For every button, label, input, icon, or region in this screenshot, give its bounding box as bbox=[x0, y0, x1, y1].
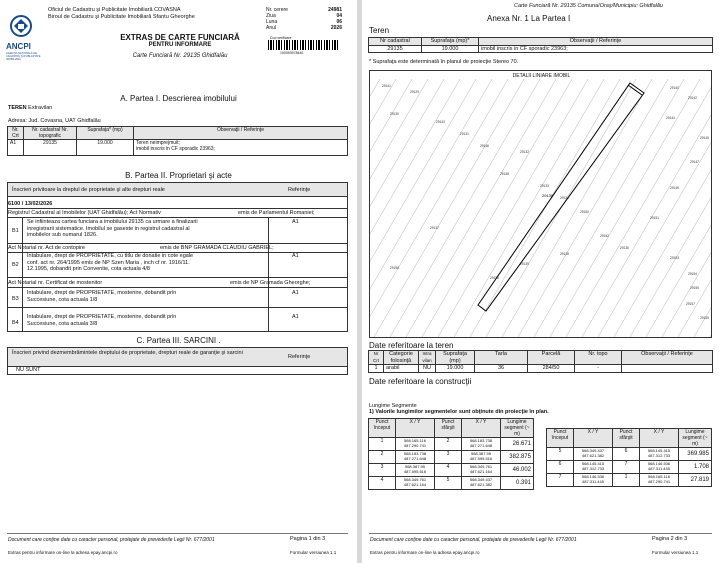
seg-point: 3 bbox=[369, 464, 396, 477]
map-label: 29136 bbox=[620, 246, 629, 250]
seg-length: 1.708 bbox=[679, 461, 712, 474]
seg-length: 46.002 bbox=[501, 464, 534, 477]
cell-nr-crt: A1 bbox=[8, 140, 24, 156]
parcel-line bbox=[438, 79, 588, 337]
parcel-line bbox=[646, 79, 711, 337]
meta-label: Nr. cerere bbox=[266, 7, 288, 13]
seg-header: Punct început bbox=[547, 429, 574, 448]
imobil-table bbox=[7, 126, 348, 156]
seg-length: 27.819 bbox=[679, 474, 712, 487]
cell-nr-cadastral: 29135 bbox=[24, 140, 77, 156]
parcel-line bbox=[710, 79, 711, 337]
col-nr-crt: Nr. Crt bbox=[8, 127, 24, 140]
sarcini-value: NU SUNT bbox=[16, 367, 41, 373]
map-label: 29159 bbox=[700, 316, 709, 320]
meta-value: 06 bbox=[336, 19, 342, 25]
map-label: 29140 bbox=[670, 86, 679, 90]
seg-length: 26.671 bbox=[501, 438, 534, 451]
parcel-line bbox=[374, 79, 524, 337]
seg-point: 4 bbox=[435, 464, 462, 477]
entry-1-act: Registrul Cadastral al Imobilelor (UAT Ghidfalău); Act Normativ bbox=[8, 210, 161, 216]
b3-ref: A1 bbox=[292, 290, 299, 296]
cell-suprafata-2: 19.000 bbox=[422, 45, 479, 53]
col-tr-topo: Nr. topo bbox=[575, 351, 622, 365]
seg-xy: 568.145.415 487.312.733 bbox=[574, 461, 613, 474]
col-tr-intravilan: Intra vilan bbox=[419, 351, 436, 365]
seg-length: 382.875 bbox=[501, 451, 534, 464]
entry-3-act: Act Notarial nr. Certificat de mostenitor bbox=[8, 280, 103, 286]
seg-row bbox=[369, 477, 534, 490]
entry-line: conf. act nr. 264/1995 emis de NP Szen Maria , inch cf nr. 1916/11. bbox=[27, 259, 190, 266]
entry-line: imobilelor sub numarul 1826. bbox=[27, 232, 98, 238]
segments-table-right bbox=[546, 428, 712, 487]
footer-version-2: Formular versiunea 1.1 bbox=[652, 550, 699, 555]
cell-tr-topo: - bbox=[575, 365, 622, 373]
b4-ref: A1 bbox=[292, 314, 299, 320]
partea-3-title: C. Partea III. SARCINI . bbox=[136, 336, 221, 345]
projection-note: * Suprafaţa este determinată în planul de proiecţie Stereo 70. bbox=[369, 59, 519, 65]
col-tr-suprafata: Suprafaţa (mp) bbox=[436, 351, 475, 365]
parcel-line bbox=[370, 79, 476, 337]
map-label: 29142 bbox=[688, 96, 697, 100]
seg-row bbox=[369, 464, 534, 477]
entry-line: Succesiune, cota actuala 1/8 bbox=[27, 296, 98, 303]
map-drawing bbox=[370, 79, 711, 337]
parcel-line bbox=[582, 79, 711, 337]
seg-header: X / Y bbox=[462, 419, 501, 438]
seg-point: 7 bbox=[613, 461, 640, 474]
b4-label: B4 bbox=[12, 320, 19, 326]
col-tr-parcela: Parcelă bbox=[528, 351, 575, 365]
seg-xy: 568.146.536 487.311.445 bbox=[574, 474, 613, 487]
meta-label: Anul bbox=[266, 25, 277, 31]
seg-point: 3 bbox=[435, 451, 462, 464]
map-label: 29151 bbox=[650, 216, 659, 220]
map-label: 29129 bbox=[410, 90, 419, 94]
entry-3-emis: emis de NP Gramada Gheorghe; bbox=[230, 280, 311, 286]
parcel-line bbox=[518, 79, 668, 337]
col-nr-cadastral-2: Nr cadastral bbox=[369, 38, 422, 46]
entry-line: 12.1995, dobandit prin Conventie, cota actuala 4/8 bbox=[27, 266, 150, 272]
ancpi-logo-icon bbox=[6, 14, 36, 44]
col-observatii: Observaţii / Referinţe bbox=[134, 127, 348, 140]
seg-xy: 568.183.738 487.271.648 bbox=[462, 438, 501, 451]
teren-ref-title: Date referitoare la teren bbox=[369, 341, 454, 350]
constructii-title: Date referitoare la construcţii bbox=[369, 377, 472, 386]
seg-xy: 568.146.536 487.311.445 bbox=[640, 461, 679, 474]
seg-xy: 568.165.116 487.290.741 bbox=[640, 474, 679, 487]
footer-version: Formular versiunea 1.1 bbox=[290, 550, 337, 555]
seg-xy: 568.349.437 487.621.382 bbox=[462, 477, 501, 490]
cadastral-map bbox=[369, 70, 712, 338]
meta-value: 24981 bbox=[328, 7, 342, 13]
map-label: 29152 bbox=[600, 234, 609, 238]
map-label: 29155 bbox=[690, 286, 699, 290]
seg-length: 369.985 bbox=[679, 448, 712, 461]
parcel-line bbox=[550, 79, 700, 337]
map-label: 29141 bbox=[382, 84, 391, 88]
seg-xy: 568.165.116 487.290.741 bbox=[396, 438, 435, 451]
map-label: 29150 bbox=[580, 210, 589, 214]
teren-table bbox=[368, 37, 713, 53]
footer-disclaimer: Document care conţine date cu caracter personal, protejate de prevederile Legii Nr. 677/2001 bbox=[8, 537, 215, 543]
parcel-line bbox=[422, 79, 572, 337]
entry-1-emis: emis de Parlamentul Romaniei; bbox=[238, 210, 315, 216]
parcel-line bbox=[678, 79, 711, 337]
parcel-number: 29135 bbox=[542, 193, 554, 198]
map-label: 29131 bbox=[460, 132, 469, 136]
seg-header: Punct sfârşit bbox=[613, 429, 640, 448]
seg-xy: 568.387.95 487.595.516 bbox=[396, 464, 435, 477]
cf-number-2: Carte Funciară Nr. 29135 Comuna/Oraş/Municipiu: Ghidfalău bbox=[514, 3, 663, 9]
footer-page-2: Pagina 2 din 3 bbox=[652, 536, 688, 542]
map-label: 29149 bbox=[670, 186, 679, 190]
seg-point: 2 bbox=[369, 451, 396, 464]
sarcini-header bbox=[7, 347, 348, 367]
map-label: 29144 bbox=[666, 116, 675, 120]
parcel-line bbox=[694, 79, 711, 337]
seg-row bbox=[369, 438, 534, 451]
seg-point: 1 bbox=[613, 474, 640, 487]
meta-label: Ziua bbox=[266, 13, 276, 19]
entry-2-act: Act Notarial nr. Act de contopire bbox=[8, 245, 86, 251]
page-1 bbox=[0, 0, 357, 563]
segments-title: Lungime Segmente bbox=[369, 403, 417, 409]
proprietari-header-right: Referinţe bbox=[288, 187, 311, 193]
col-suprafata-2: Suprafaţa (mp)* bbox=[422, 38, 479, 46]
parcel-line bbox=[566, 79, 711, 337]
cell-tr-suprafata: 19.000 bbox=[436, 365, 475, 373]
b2-label: B2 bbox=[12, 262, 19, 268]
office-line-1: Oficiul de Cadastru şi Publicitate Imobiliară COVASNA bbox=[48, 7, 181, 13]
meta-value: 2026 bbox=[330, 25, 342, 31]
address: Adresa: Jud. Covasna, UAT Ghidfalău bbox=[8, 118, 101, 124]
map-label: 29130 bbox=[390, 112, 399, 116]
document-subtitle: PENTRU INFORMARE bbox=[148, 42, 212, 48]
seg-header: Lungime segment (~ m) bbox=[501, 419, 534, 438]
seg-point: 6 bbox=[547, 461, 574, 474]
parcel-line bbox=[454, 79, 604, 337]
meta-value: 04 bbox=[336, 13, 342, 19]
seg-row bbox=[547, 474, 712, 487]
teren-ref-table bbox=[368, 350, 713, 373]
seg-row bbox=[547, 448, 712, 461]
parcel-line bbox=[370, 79, 492, 337]
entry-1-heading: 6100 / 13/02/2026 bbox=[8, 201, 53, 207]
logo-subtitle: AGENŢIA NAŢIONALĂ DE CADASTRU ŞI PUBLICITATE IMOBILIARĂ bbox=[6, 52, 41, 61]
seg-point: 5 bbox=[547, 448, 574, 461]
map-label: 29156 bbox=[490, 276, 499, 280]
map-title: DETALII LINIARE IMOBIL bbox=[512, 73, 571, 79]
seg-row bbox=[369, 451, 534, 464]
parcel-line bbox=[370, 79, 380, 337]
segments-table-left bbox=[368, 418, 534, 490]
map-label: 29148 bbox=[500, 172, 509, 176]
seg-header: Punct început bbox=[369, 419, 396, 438]
cell-tr-intravilan: NU bbox=[419, 365, 436, 373]
footer-disclaimer-2: Document care conţine date cu caracter personal, protejate de prevederile Legii Nr. 677/2001 bbox=[370, 537, 577, 543]
map-label: 29153 bbox=[670, 256, 679, 260]
col-suprafata: Suprafaţa* (mp) bbox=[77, 127, 134, 140]
cf-number: Carte Funciară Nr. 29135 Ghidfalău bbox=[132, 53, 228, 59]
map-label: 29134 bbox=[560, 196, 569, 200]
cell-tr-observatii bbox=[622, 365, 713, 373]
parcel-line bbox=[502, 79, 652, 337]
seg-point: 7 bbox=[547, 474, 574, 487]
seg-length: 0.391 bbox=[501, 477, 534, 490]
map-label: 29154 bbox=[688, 272, 697, 276]
document-title: EXTRAS DE CARTE FUNCIARĂ bbox=[120, 33, 240, 42]
entry-line: Intabulare, drept de PROPRIETATE, cu titlu de donatie in cote egale bbox=[27, 253, 194, 259]
entry-2-emis: emis de BNP GRAMADA CLAUDIU GABRIEL; bbox=[160, 245, 274, 251]
verification-code: 100093978440 bbox=[280, 51, 304, 55]
col-tr-categorie: Categorie folosinţă bbox=[384, 351, 419, 365]
map-label: 29145 bbox=[700, 136, 709, 140]
proprietari-header-left: Înscrieri privitoare la dreptul de proprietate şi alte drepturi reale bbox=[12, 187, 165, 193]
cell-observatii-2: imobil inscris in CF sporadic 23963; bbox=[479, 45, 713, 53]
parcel-line bbox=[370, 79, 508, 337]
b1-ref: A1 bbox=[292, 219, 299, 225]
map-label: 29133 bbox=[540, 184, 549, 188]
footer-online: Extras pentru informare on-line la adresa epay.ancpi.ro bbox=[8, 550, 118, 555]
b2-ref: A1 bbox=[292, 253, 299, 259]
teren-title: Teren bbox=[369, 26, 390, 35]
map-label: 29157 bbox=[686, 302, 695, 306]
map-label: 29158 bbox=[390, 266, 399, 270]
parcel-line bbox=[370, 79, 460, 337]
seg-point: 1 bbox=[369, 438, 396, 451]
seg-point: 6 bbox=[613, 448, 640, 461]
request-meta bbox=[266, 7, 342, 31]
meta-row bbox=[266, 25, 342, 31]
col-tr-nr: Nr Crt bbox=[369, 351, 384, 365]
seg-header: Punct sfârşit bbox=[435, 419, 462, 438]
b3-label: B3 bbox=[12, 296, 19, 302]
entry-line: Succesiune, cota actuala 3/8 bbox=[27, 320, 98, 327]
parcel-line bbox=[614, 79, 711, 337]
cell-tr-parcela: 284/50 bbox=[528, 365, 575, 373]
map-label: 29143 bbox=[436, 120, 445, 124]
partea-1-title: A. Partea I. Descrierea imobilului bbox=[120, 94, 237, 103]
sarcini-row bbox=[7, 366, 348, 375]
seg-xy: 568.349.761 487.621.164 bbox=[462, 464, 501, 477]
partea-2-title: B. Partea II. Proprietari şi acte bbox=[125, 171, 232, 180]
map-label: 29139 bbox=[520, 262, 529, 266]
col-nr-cadastral: Nr. cadastral Nr. topografic bbox=[24, 127, 77, 140]
seg-point: 2 bbox=[435, 438, 462, 451]
annex-title: Anexa Nr. 1 La Partea I bbox=[487, 14, 571, 23]
seg-header: X / Y bbox=[640, 429, 679, 448]
cell-tr-categorie: arabil bbox=[384, 365, 419, 373]
map-label: 29132 bbox=[520, 150, 529, 154]
cell-observatii: Teren neimprejmuit; imobil inscris in CF sporadic 23963; bbox=[134, 140, 348, 156]
map-label: 29138 bbox=[560, 252, 569, 256]
seg-row bbox=[547, 461, 712, 474]
page-2 bbox=[362, 0, 719, 563]
proprietari-frame bbox=[7, 182, 348, 332]
segments-note: 1) Valorile lungimilor segmentelor sunt obţinute din proiecţie în plan. bbox=[369, 409, 549, 415]
map-label: 29147 bbox=[690, 160, 699, 164]
sarcini-header-right: Referinţe bbox=[288, 354, 311, 360]
map-label: 29146 bbox=[480, 144, 489, 148]
parcel-line bbox=[598, 79, 711, 337]
cell-suprafata: 19.000 bbox=[77, 140, 134, 156]
seg-point: 4 bbox=[369, 477, 396, 490]
seg-xy: 568.183.738 487.271.648 bbox=[396, 451, 435, 464]
seg-xy: 568.387.95 487.595.516 bbox=[462, 451, 501, 464]
parcel-line bbox=[534, 79, 684, 337]
seg-xy: 568.349.761 487.621.164 bbox=[396, 477, 435, 490]
parcel-line bbox=[370, 79, 396, 337]
col-tr-observatii: Observaţii / Referinţe bbox=[622, 351, 713, 365]
footer-online-2: Extras pentru informare on-line la adresa epay.ancpi.ro bbox=[370, 550, 480, 555]
parcel-line bbox=[390, 79, 540, 337]
seg-header: X / Y bbox=[396, 419, 435, 438]
entry-line: Se infiinteaza cartea funciara a imobilului 29135 ca urmare a finalizarii bbox=[27, 219, 198, 225]
cell-tr-nr: 1 bbox=[369, 365, 384, 373]
meta-label: Luna bbox=[266, 19, 278, 25]
cell-nr-cadastral-2: 29135 bbox=[369, 45, 422, 53]
entry-line: inregistrarii sistematice. Imobilul se gaseste in registrul cadastral al bbox=[27, 225, 190, 232]
teren-line: TEREN Extravilan bbox=[8, 105, 53, 111]
parcel-line bbox=[406, 79, 556, 337]
logo-text: ANCPI bbox=[6, 42, 31, 51]
entry-line: Intabulare, drept de PROPRIETATE, mostenire, dobandit prin bbox=[27, 314, 177, 320]
footer-page: Pagina 1 din 3 bbox=[290, 536, 326, 542]
cell-tr-tarla: 36 bbox=[475, 365, 528, 373]
entry-line: Intabulare, drept de PROPRIETATE, mostenire, dobandit prin bbox=[27, 290, 177, 296]
barcode bbox=[268, 40, 340, 50]
seg-header: X / Y bbox=[574, 429, 613, 448]
seg-point: 5 bbox=[435, 477, 462, 490]
seg-xy: 568.145.415 487.312.733 bbox=[640, 448, 679, 461]
map-label: 29137 bbox=[430, 226, 439, 230]
sarcini-header-left: Înscrieri privind dezmembrămintele dreptului de proprietate, drepturi reale de garanţie şi sarcini bbox=[12, 350, 243, 356]
col-observatii-2: Observaţii / Referinţe bbox=[479, 38, 713, 46]
seg-header: Lungime segment (~ m) bbox=[679, 429, 712, 448]
col-tr-tarla: Tarla bbox=[475, 351, 528, 365]
parcel-line bbox=[370, 79, 428, 337]
b1-label: B1 bbox=[12, 228, 19, 234]
seg-xy: 568.349.437 487.621.382 bbox=[574, 448, 613, 461]
verification-code-label: Cod verificare bbox=[270, 36, 292, 40]
office-line-2: Biroul de Cadastru şi Publicitate Imobiliară Sfantu Gheorghe bbox=[48, 14, 195, 20]
